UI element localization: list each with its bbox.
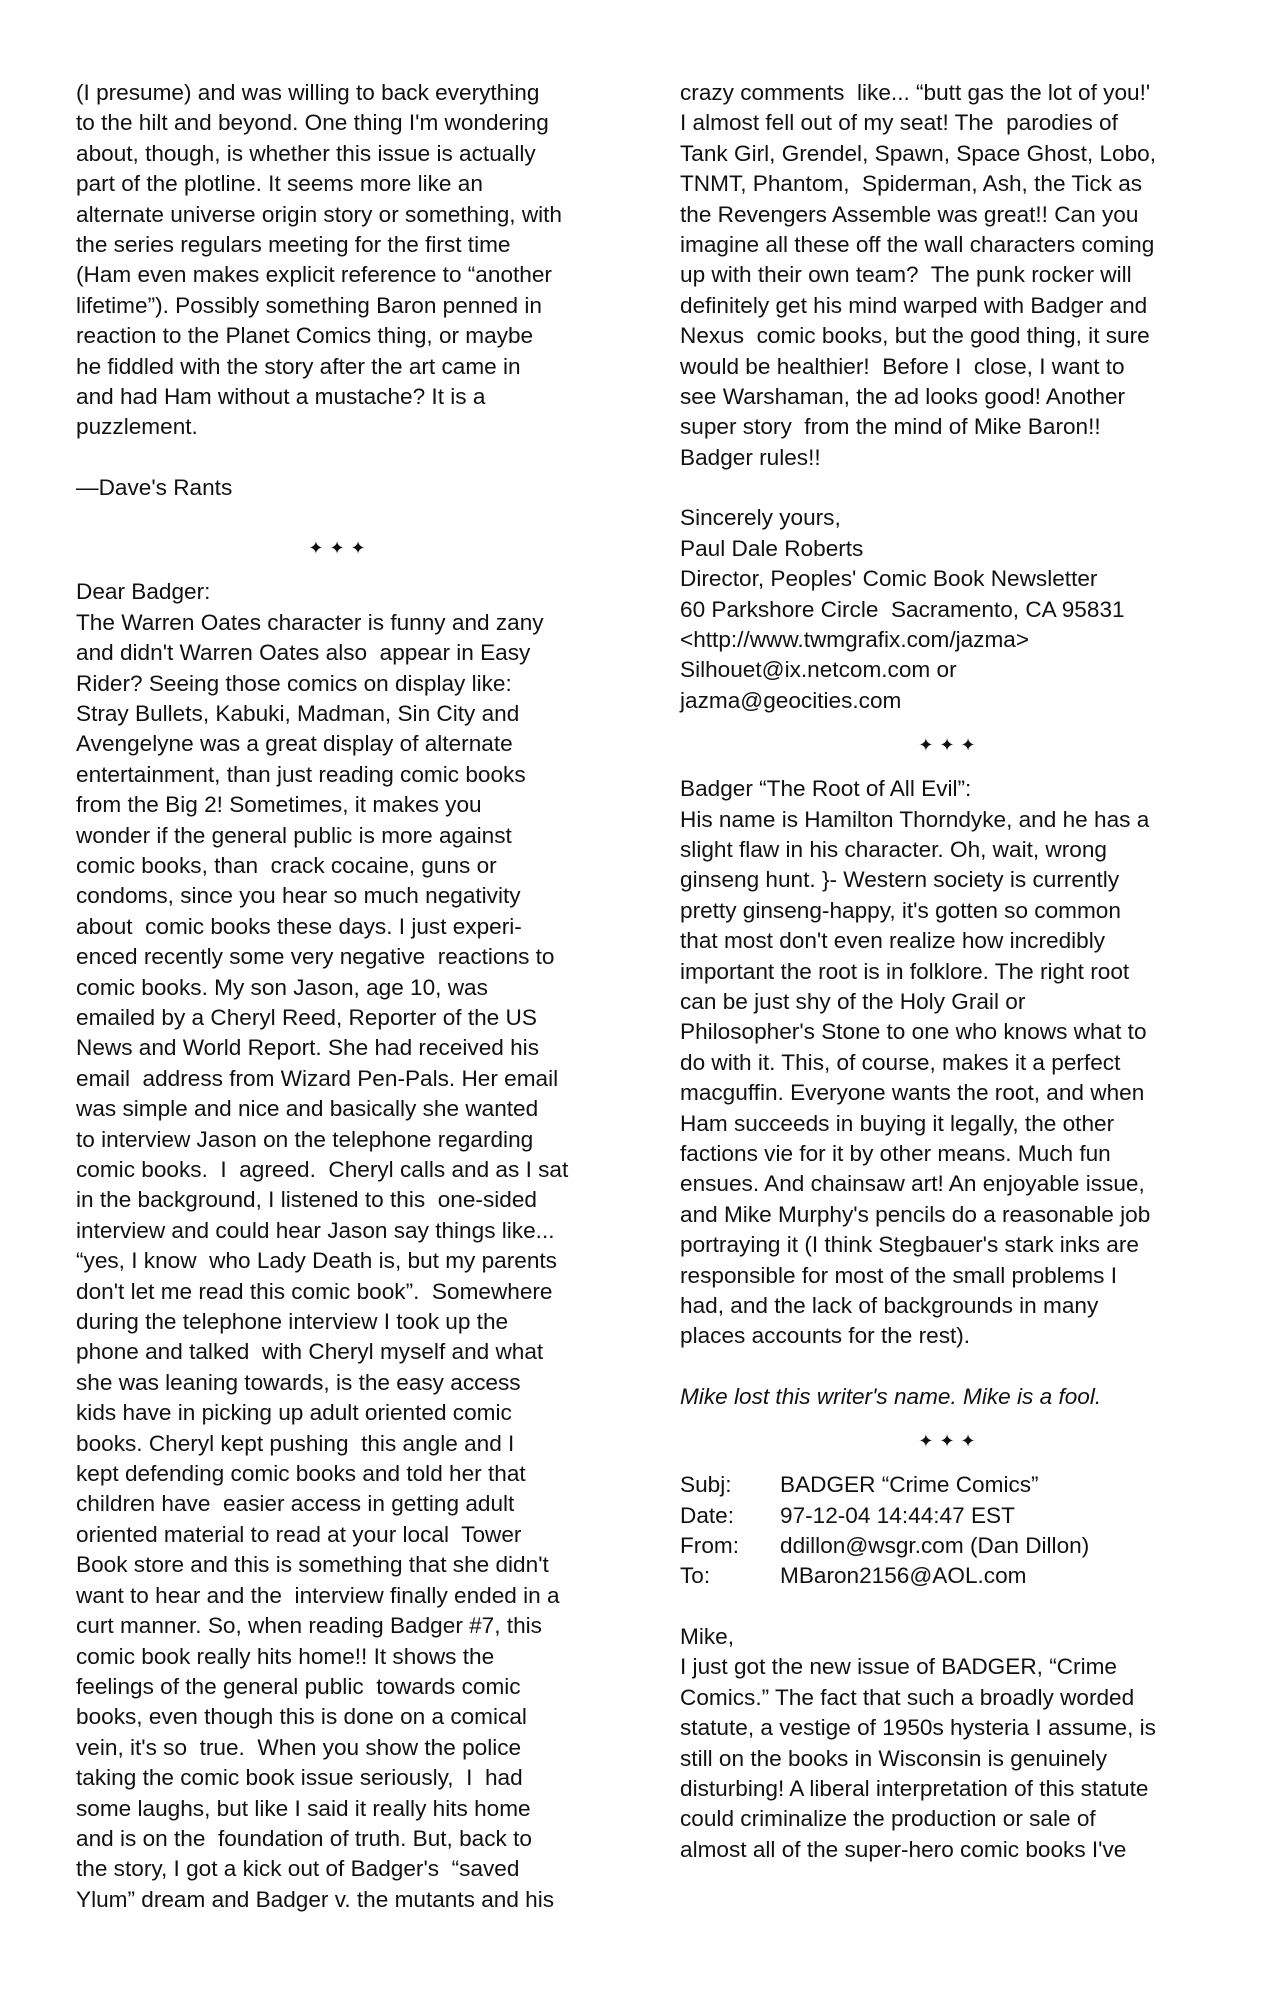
text-line: and didn't Warren Oates also appear in Easy [76,640,531,666]
text-line: she was leaning towards, is the easy access [76,1369,521,1395]
text-line: ginseng hunt. }- Western society is currently [680,867,1120,893]
text-line: factions vie for it by other means. Much fun [680,1141,1111,1166]
email-date-value: 97-12-04 14:44:47 EST [780,1502,1015,1528]
text-line: can be just shy of the Holy Grail or [680,988,1026,1014]
text-line: the story, I got a kick out of Badger's “saved [76,1856,520,1882]
text-line: Nexus comic books, but the good thing, it sure [680,323,1150,349]
letter-salutation: Dear Badger: [76,579,211,605]
text-line: super story from the mind of Mike Baron!! [680,414,1101,440]
text-line: during the telephone interview I took up the [76,1309,509,1335]
text-line: Tank Girl, Grendel, Spawn, Space Ghost, Lobo, [680,140,1156,166]
text-line: Avengelyne was a great display of alternate [76,731,513,757]
text-line: about comic books these days. I just experi- [76,913,522,939]
text-line: was simple and nice and basically she wanted [76,1096,539,1122]
text-line: the series regulars meeting for the first time [76,232,511,258]
text-line: Ham succeeds in buying it legally, the other [680,1110,1115,1136]
text-line: “yes, I know who Lady Death is, but my parents [76,1248,557,1274]
text-line: Silhouet@ix.netcom.com or [680,657,957,683]
email-from-label: From: [680,1533,739,1559]
text-line: in the background, I listened to this one-sided [76,1187,537,1213]
text-line: disturbing! A liberal interpretation of this statute [680,1775,1149,1801]
text-line: pretty ginseng-happy, it's gotten so common [680,897,1121,923]
text-line: comic books, than crack cocaine, guns or [76,852,497,878]
text-line: Paul Dale Roberts [680,535,864,561]
text-line: imagine all these off the wall characters coming [680,232,1155,258]
section-ornament: ✦✦✦ [918,735,982,756]
text-line: kept defending comic books and told her that [76,1461,526,1487]
text-line: TNMT, Phantom, Spiderman, Ash, the Tick as [680,171,1143,197]
email-subject-label: Subj: [680,1472,732,1498]
text-line: alternate universe origin story or something, with [76,201,562,227]
email-to-value: MBaron2156@AOL.com [780,1563,1027,1589]
email-body [680,1652,1220,1865]
text-line: still on the books in Wisconsin is genuinely [680,1745,1107,1771]
email-subject-value: BADGER “Crime Comics” [780,1472,1039,1498]
text-line: condoms, since you hear so much negativity [76,883,521,909]
text-line: vein, it's so true. When you show the police [76,1734,522,1760]
text-line: important the root is in folklore. The right root [680,958,1130,984]
email-to-row [680,1561,1220,1591]
text-line: part of the plotline. It seems more like an [76,171,483,197]
section-ornament: ✦✦✦ [918,1431,982,1452]
root-letter-body [680,805,1220,1352]
right-column [680,78,1220,1865]
text-line: slight flaw in his character. Oh, wait, wrong [680,836,1107,862]
text-line: statute, a vestige of 1950s hysteria I assume, is [680,1715,1156,1741]
text-line: feelings of the general public towards comic [76,1673,521,1699]
text-line: do with it. This, of course, makes it a perfect [680,1049,1121,1075]
text-line: had, and the lack of backgrounds in many [680,1293,1099,1319]
letter-continued [680,78,1220,473]
text-line: crazy comments like... “butt gas the lot of you!' [680,80,1151,105]
text-line: Philosopher's Stone to one who knows what to [680,1019,1147,1045]
text-line: interview and could hear Jason say things like... [76,1217,555,1243]
daves-rants-tail [76,78,604,443]
text-line: Badger rules!! [680,444,821,470]
text-line: responsible for most of the small problems I [680,1262,1117,1288]
text-line: the Revengers Assemble was great!! Can you [680,201,1139,227]
text-line: puzzlement. [76,414,198,440]
text-line: kids have in picking up adult oriented comic [76,1400,512,1426]
text-line: see Warshaman, the ad looks good! Another [680,384,1126,410]
text-line: portraying it (I think Stegbauer's stark inks are [680,1232,1139,1258]
text-line: Rider? Seeing those comics on display like: [76,670,512,696]
email-date-label: Date: [680,1502,735,1528]
text-line: about, though, is whether this issue is actually [76,140,536,166]
text-line: wonder if the general public is more against [76,822,512,848]
text-line: jazma@geocities.com [680,687,902,713]
text-line: comic books. My son Jason, age 10, was [76,974,488,1000]
text-line: Director, Peoples' Comic Book Newsletter [680,566,1098,592]
text-line: and Mike Murphy's pencils do a reasonable job [680,1201,1151,1227]
email-salutation: Mike, [680,1623,734,1649]
text-line: from the Big 2! Sometimes, it makes you [76,792,482,818]
email-header [680,1470,1220,1592]
text-line: His name is Hamilton Thorndyke, and he has a [680,806,1150,832]
text-line: News and World Report. She had received his [76,1035,539,1061]
text-line: Ylum” dream and Badger v. the mutants and his [76,1886,555,1912]
text-line: to the hilt and beyond. One thing I'm wondering [76,110,549,136]
text-line: Comics.” The fact that such a broadly worded [680,1684,1135,1710]
text-line: The Warren Oates character is funny and zany [76,609,544,635]
email-subject-row [680,1470,1220,1500]
section-ornament: ✦✦✦ [308,538,372,559]
text-line: comic books. I agreed. Cheryl calls and as I sat [76,1157,569,1182]
text-line: books. Cheryl kept pushing this angle and I [76,1430,515,1456]
text-line: children have easier access in getting adult [76,1491,515,1517]
text-line: Stray Bullets, Kabuki, Madman, Sin City and [76,700,520,726]
text-line: email address from Wizard Pen-Pals. Her email [76,1065,559,1091]
text-line: and had Ham without a mustache? It is a [76,384,486,410]
text-line: lifetime”). Possibly something Baron penned in [76,292,542,318]
email-from-row [680,1531,1220,1561]
text-line: Sincerely yours, [680,505,841,531]
text-line: entertainment, than just reading comic books [76,761,526,787]
text-line: reaction to the Planet Comics thing, or maybe [76,323,534,349]
text-line: (I presume) and was willing to back everything [76,80,540,105]
text-line: Book store and this is something that she didn't [76,1552,549,1578]
text-line: I just got the new issue of BADGER, “Crime [680,1654,1117,1680]
text-line: oriented material to read at your local Tower [76,1521,522,1547]
text-line: comic book really hits home!! It shows the [76,1643,495,1669]
text-line: emailed by a Cheryl Reed, Reporter of the US [76,1004,537,1030]
text-line: phone and talked with Cheryl myself and what [76,1339,544,1365]
text-line: that most don't even realize how incredibly [680,928,1106,954]
text-line: places accounts for the rest). [680,1323,971,1349]
email-to-label: To: [680,1563,711,1589]
letter-closing [680,503,1220,716]
text-line: up with their own team? The punk rocker will [680,262,1132,288]
text-line: 60 Parkshore Circle Sacramento, CA 95831 [680,596,1125,622]
text-line: some laughs, but like I said it really hits home [76,1795,531,1821]
editor-note: Mike lost this writer's name. Mike is a fool. [680,1383,1102,1409]
text-line: definitely get his mind warped with Badger and [680,292,1148,318]
text-line: he fiddled with the story after the art came in [76,353,521,379]
text-line: enced recently some very negative reactions to [76,944,555,970]
text-line: macguffin. Everyone wants the root, and when [680,1080,1145,1106]
letter-title: Badger “The Root of All Evil”: [680,776,972,802]
text-line: books, even though this is done on a comical [76,1704,527,1730]
signature-daves-rants: —Dave's Rants [76,474,233,500]
text-line: don't let me read this comic book”. Somewhere [76,1278,553,1304]
text-line: ensues. And chainsaw art! An enjoyable issue, [680,1171,1145,1197]
text-line: (Ham even makes explicit reference to “another [76,262,552,288]
text-line: and is on the foundation of truth. But, back to [76,1825,532,1851]
email-date-row [680,1501,1220,1531]
text-line: taking the comic book issue seriously, I had [76,1765,523,1791]
text-line: could criminalize the production or sale of [680,1806,1096,1832]
text-line: I almost fell out of my seat! The parodies of [680,110,1118,136]
text-line: would be healthier! Before I close, I want to [680,353,1125,379]
text-line: <http://www.twmgrafix.com/jazma> [680,626,1030,652]
text-line: to interview Jason on the telephone regarding [76,1126,534,1152]
text-line: curt manner. So, when reading Badger #7, this [76,1613,542,1639]
email-from-value: ddillon@wsgr.com (Dan Dillon) [780,1533,1090,1559]
text-line: want to hear and the interview finally ended in a [76,1582,560,1608]
left-column [76,78,604,1915]
text-line: almost all of the super-hero comic books I've [680,1836,1127,1862]
letter-body [76,608,604,1915]
